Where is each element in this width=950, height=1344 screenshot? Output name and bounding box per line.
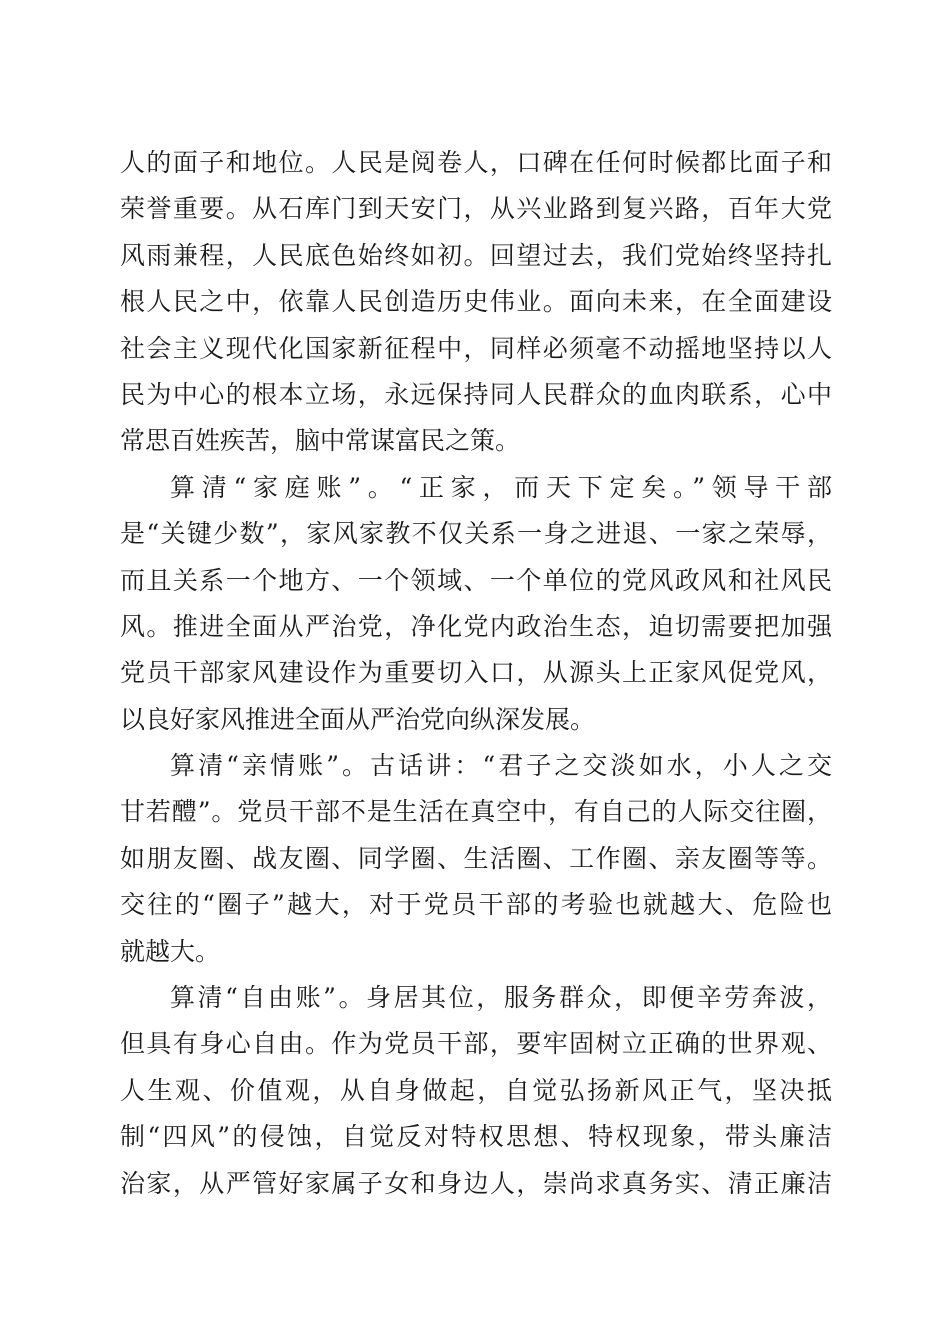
paragraph <box>120 975 832 1207</box>
paragraph <box>120 140 832 465</box>
paragraph <box>120 465 832 743</box>
text-line: 如朋友圈、战友圈、同学圈、生活圈、工作圈、亲友圈等等。 <box>120 843 832 873</box>
text-line: 社会主义现代化国家新征程中，同样必须毫不动摇地坚持以人 <box>120 333 832 363</box>
text-line: 民为中心的根本立场，永远保持同人民群众的血肉联系，心中 <box>120 379 832 409</box>
text-line: 算清“亲情账”。古话讲：“君子之交淡如水，小人之交 <box>170 751 832 781</box>
text-line: 就越大。 <box>120 936 221 966</box>
body-text <box>120 140 832 1207</box>
text-line: 甘若醴”。党员干部不是生活在真空中，有自己的人际交往圈， <box>120 797 832 827</box>
text-line: 风雨兼程，人民底色始终如初。回望过去，我们党始终坚持扎 <box>120 240 832 270</box>
text-line: 但具有身心自由。作为党员干部，要牢固树立正确的世界观、 <box>120 1029 832 1059</box>
paragraph <box>120 743 832 975</box>
text-line: 算清“自由账”。身居其位，服务群众，即便辛劳奔波， <box>170 983 832 1013</box>
text-line: 是“关键少数”，家风家教不仅关系一身之进退、一家之荣辱， <box>120 519 832 549</box>
text-line: 治家，从严管好家属子女和身边人，崇尚求真务实、清正廉洁 <box>120 1168 832 1198</box>
text-line: 算清“家庭账”。“正家，而天下定矣。”领导干部 <box>170 472 832 502</box>
text-line: 荣誉重要。从石库门到天安门，从兴业路到复兴路，百年大党 <box>120 194 832 224</box>
text-line: 交往的“圈子”越大，对于党员干部的考验也就越大、危险也 <box>120 890 832 920</box>
text-line: 常思百姓疾苦，脑中常谋富民之策。 <box>120 426 521 456</box>
text-line: 风。推进全面从严治党，净化党内政治生态，迫切需要把加强 <box>120 611 832 641</box>
text-line: 党员干部家风建设作为重要切入口，从源头上正家风促党风， <box>120 658 832 688</box>
text-line: 而且关系一个地方、一个领域、一个单位的党风政风和社风民 <box>120 565 832 595</box>
text-line: 根人民之中，依靠人民创造历史伟业。面向未来，在全面建设 <box>120 287 832 317</box>
text-line: 以良好家风推进全面从严治党向纵深发展。 <box>120 704 596 734</box>
text-line: 人的面子和地位。人民是阅卷人，口碑在任何时候都比面子和 <box>120 148 832 177</box>
text-line: 制“四风”的侵蚀，自觉反对特权思想、特权现象，带头廉洁 <box>120 1122 832 1152</box>
text-line: 人生观、价值观，从自身做起，自觉弘扬新风正气，坚决抵 <box>120 1075 832 1105</box>
